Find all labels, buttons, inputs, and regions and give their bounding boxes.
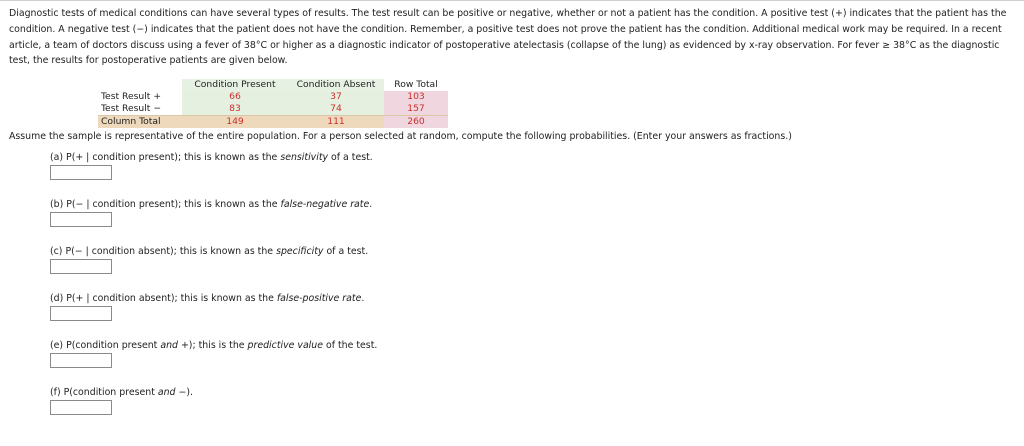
header-condition-present: Condition Present <box>182 79 288 91</box>
question-text: of a test. <box>328 152 373 163</box>
row-label: Column Total <box>98 116 182 129</box>
table-row <box>98 91 448 103</box>
table-cell: 157 <box>384 103 448 116</box>
table-cell: 111 <box>288 116 384 129</box>
question-text: . <box>361 293 365 304</box>
table-cell: 103 <box>384 91 448 103</box>
table-cell: 37 <box>288 91 384 103</box>
question-f <box>50 387 193 398</box>
answer-input-f[interactable] <box>50 400 112 415</box>
question-text: (a) P(+ | condition present); this is known as the <box>50 152 281 163</box>
question-a <box>50 152 373 163</box>
table-cell: 149 <box>182 116 288 129</box>
contingency-table <box>98 79 448 128</box>
question-term: specificity <box>276 246 324 257</box>
question-text: (e) P(condition present <box>50 340 161 351</box>
question-text: −). <box>175 387 193 398</box>
question-text: of the test. <box>323 340 378 351</box>
question-term: predictive value <box>247 340 323 351</box>
question-c <box>50 246 368 257</box>
table-cell: 83 <box>182 103 288 116</box>
question-e <box>50 340 377 351</box>
intro-text: Diagnostic tests of medical conditions can have several types of results. The test result can be positive or negative, whether or not a patient has the condition. A positive test (+) indicates that the patient has the condition. A negative test (−) indicates that the patient does not have the condition. Remember, a positive test does not prove the patient has the condition. Additional medical work may be required. In a recent article, a team of doctors discuss using a fever of 38°C or higher as a diagnostic indicator of postoperative atelectasis (collapse of the lung) as evidenced by x-ray observation. For fever ≥ 38°C as the diagnostic test, the results for postoperative patients are given below. <box>9 8 1007 67</box>
question-term: false-negative rate <box>280 199 370 210</box>
table-cell: 260 <box>384 116 448 129</box>
header-condition-absent: Condition Absent <box>288 79 384 91</box>
answer-input-e[interactable] <box>50 353 112 368</box>
header-row-total: Row Total <box>384 79 448 91</box>
question-b <box>50 199 372 210</box>
answer-input-d[interactable] <box>50 306 112 321</box>
question-text: (c) P(− | condition absent); this is known as the <box>50 246 277 257</box>
question-term: sensitivity <box>280 152 329 163</box>
question-text: (d) P(+ | condition absent); this is known as the <box>50 293 277 304</box>
table-row <box>98 103 448 116</box>
question-text: (b) P(− | condition present); this is known as the <box>50 199 281 210</box>
question-text: (f) P(condition present <box>50 387 158 398</box>
table-corner <box>98 79 182 91</box>
question-text: . <box>369 199 373 210</box>
answer-input-c[interactable] <box>50 259 112 274</box>
question-term: and <box>157 387 176 398</box>
row-label: Test Result + <box>101 91 162 102</box>
question-term: false-positive rate <box>276 293 362 304</box>
table-cell: 74 <box>288 103 384 116</box>
table-row <box>98 116 448 129</box>
instructions-text: Assume the sample is representative of the entire population. For a person selected at random, compute the following probabilities. (Enter your answers as fractions.) <box>9 131 792 142</box>
top-border <box>0 0 1024 1</box>
question-text: +); this is the <box>177 340 248 351</box>
question-d <box>50 293 364 304</box>
question-term: and <box>160 340 178 351</box>
question-text: of a test. <box>323 246 369 257</box>
answer-input-b[interactable] <box>50 212 112 227</box>
table-cell: 66 <box>182 91 288 103</box>
answer-input-a[interactable] <box>50 165 112 180</box>
row-label: Test Result − <box>101 103 162 114</box>
